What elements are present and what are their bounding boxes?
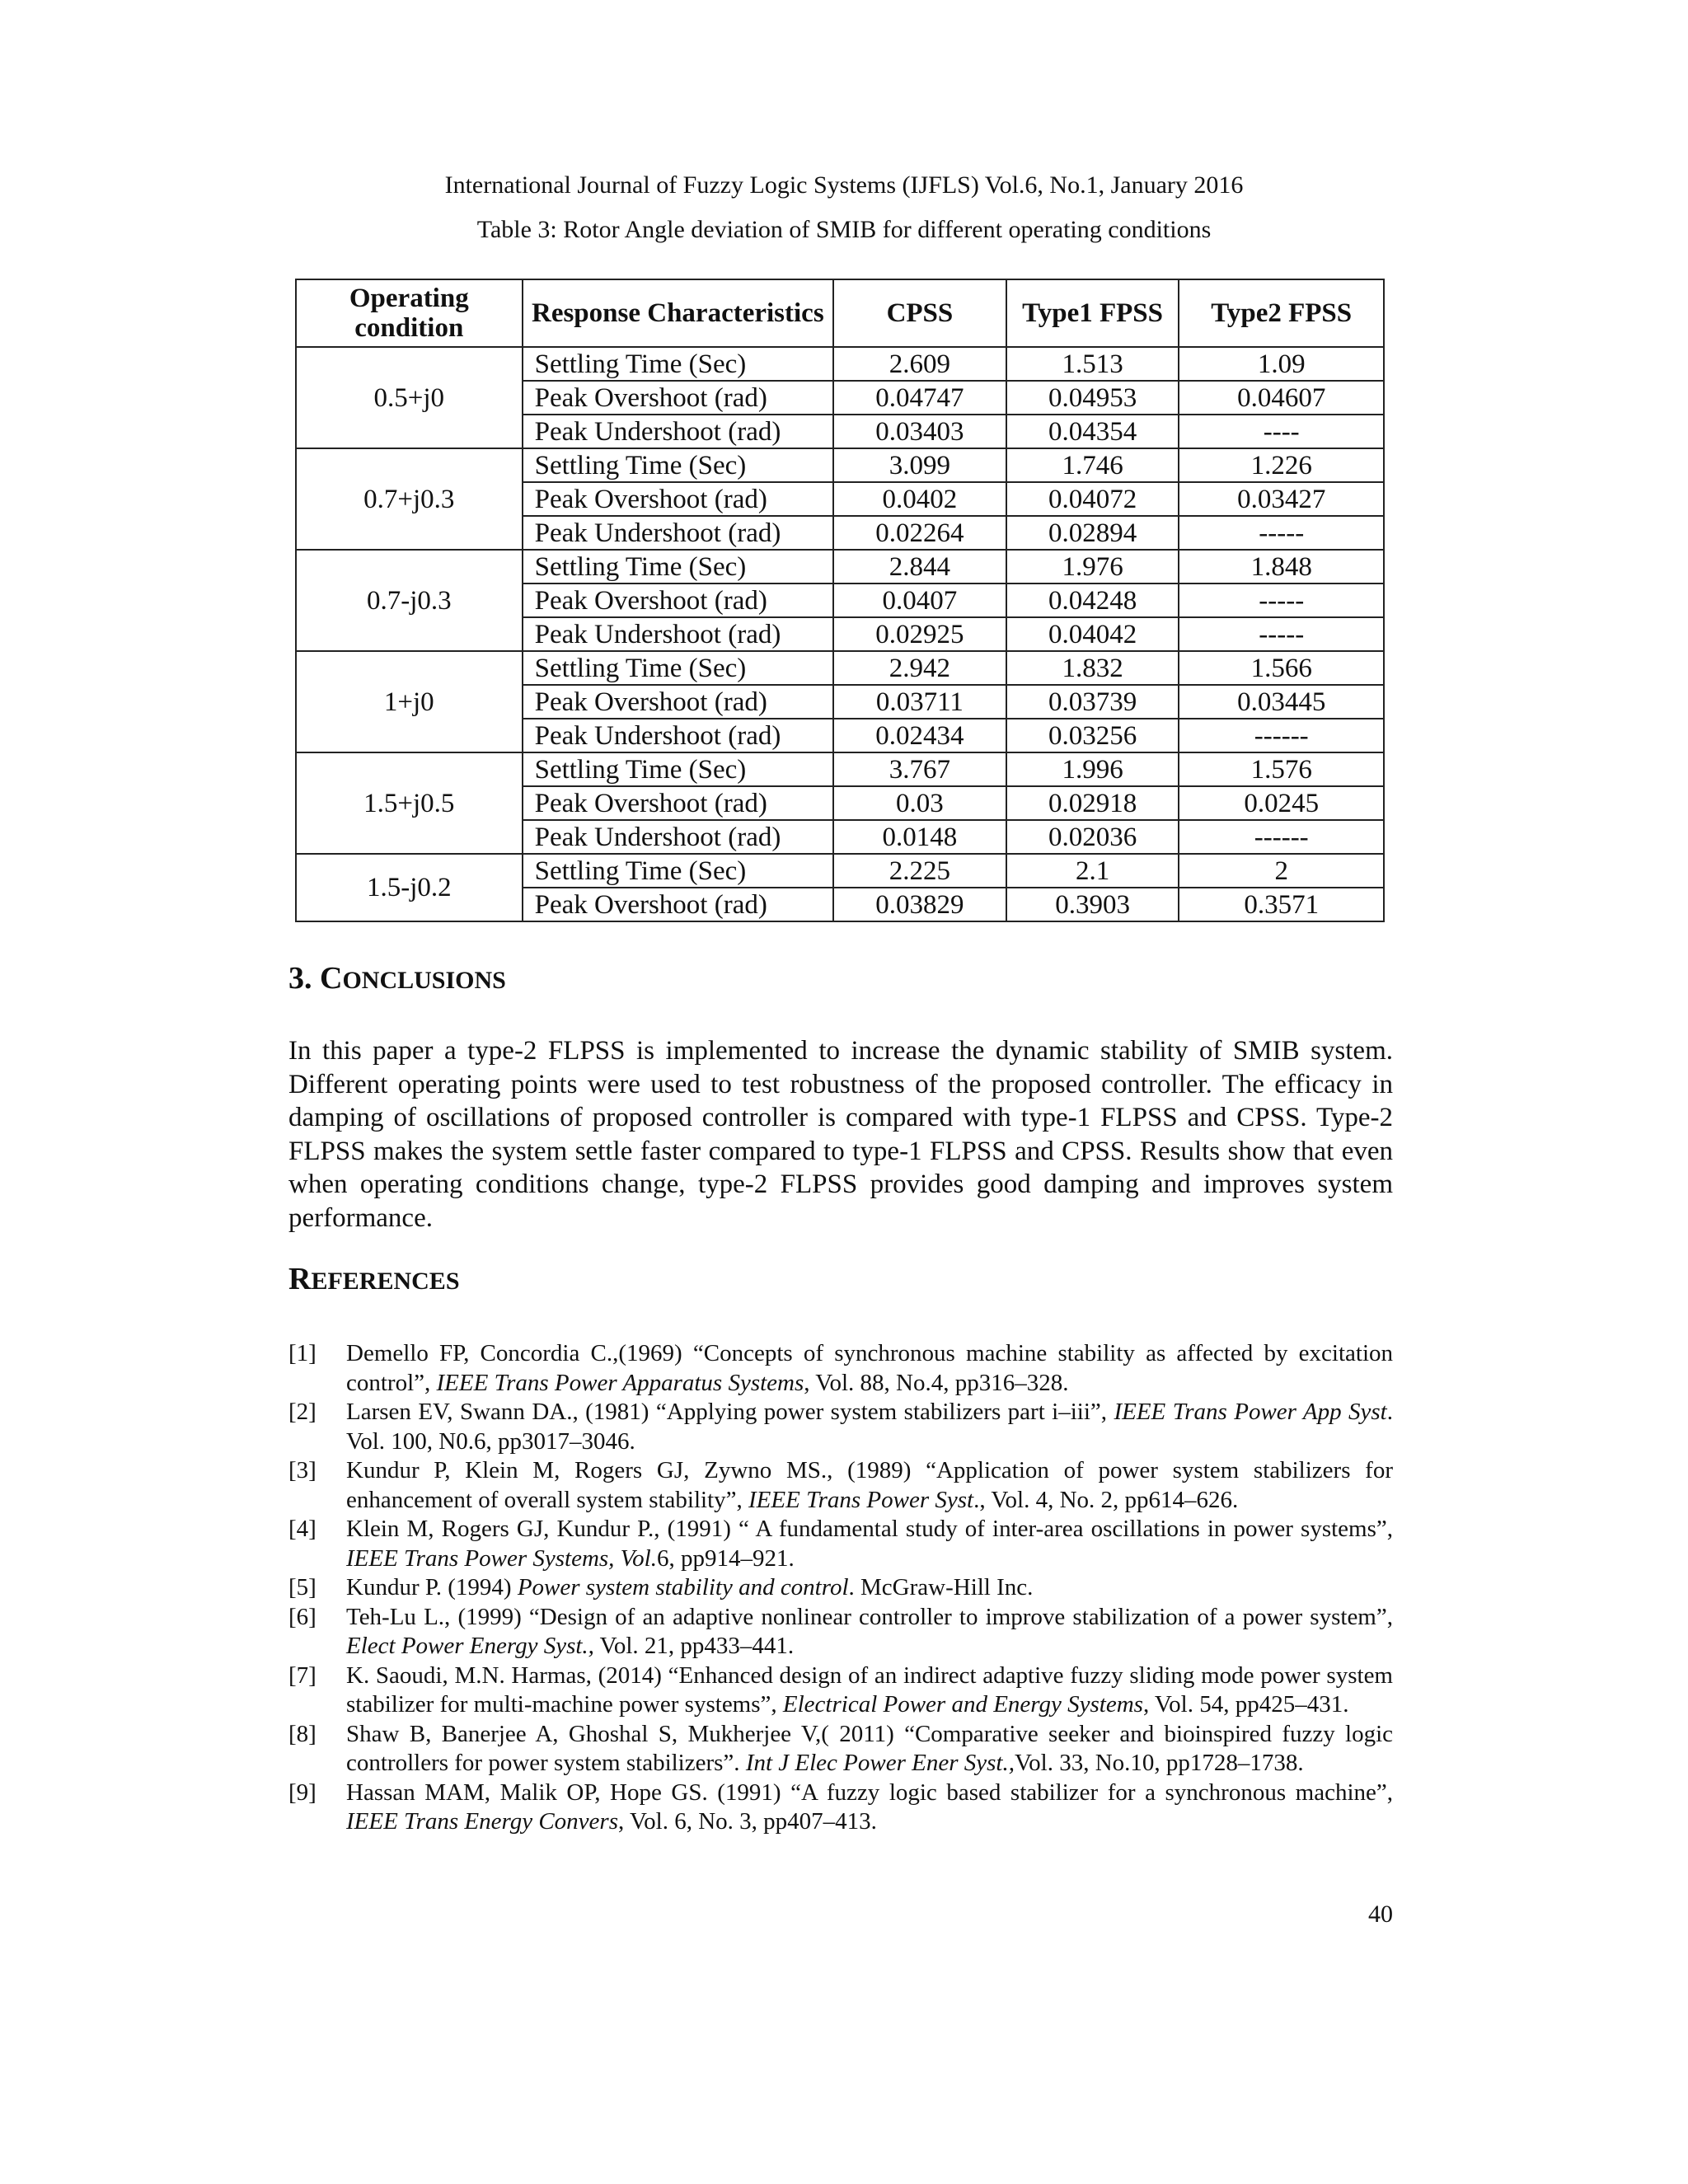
reference-item <box>288 1779 1393 1837</box>
header-cpss: CPSS <box>833 279 1006 347</box>
type1-cell: 0.04042 <box>1006 617 1179 651</box>
reference-text: Shaw B, Banerjee A, Ghoshal S, Mukherjee V,( 2011) “Comparative seeker and bioinspired fuzzy logic controllers for power system stabilizers”. <box>346 1720 1393 1776</box>
response-cell: Settling Time (Sec) <box>523 448 833 482</box>
operating-condition-cell: 1.5+j0.5 <box>296 752 523 854</box>
type2-cell: ------ <box>1179 820 1384 854</box>
type1-cell: 0.03256 <box>1006 719 1179 752</box>
cpss-cell: 0.02264 <box>833 516 1006 550</box>
cpss-cell: 0.0402 <box>833 482 1006 516</box>
reference-number: [7] <box>288 1661 316 1689</box>
type1-cell: 1.976 <box>1006 550 1179 583</box>
response-cell: Peak Overshoot (rad) <box>523 381 833 415</box>
reference-number: [4] <box>288 1516 316 1542</box>
reference-text: Teh-Lu L., (1999) “Design of an adaptive nonlinear controller to improve stabilization of a power system”, <box>346 1603 1393 1630</box>
type2-cell: ----- <box>1179 516 1384 550</box>
reference-details: , Vol. 54, pp425–431. <box>1142 1691 1349 1718</box>
conclusions-heading <box>288 960 506 996</box>
reference-details: , Vol. 88, No.4, pp316–328. <box>804 1369 1069 1396</box>
reference-details: . McGraw-Hill Inc. <box>848 1574 1034 1601</box>
reference-text: Hassan MAM, Malik OP, Hope GS. (1991) “A fuzzy logic based stabilizer for a synchronous machine”, <box>346 1779 1393 1806</box>
type2-cell: 1.848 <box>1179 550 1384 583</box>
header-response-characteristics: Response Characteristics <box>523 279 833 347</box>
conclusions-title-rest: ONCLUSIONS <box>342 967 506 994</box>
response-cell: Settling Time (Sec) <box>523 651 833 685</box>
response-cell: Peak Overshoot (rad) <box>523 786 833 820</box>
reference-journal: IEEE Trans Power Systems, Vol. <box>346 1544 657 1572</box>
response-cell: Peak Undershoot (rad) <box>523 415 833 448</box>
reference-journal: IEEE Trans Power Apparatus Systems <box>436 1369 804 1396</box>
reference-journal: IEEE Trans Power App Syst <box>1114 1399 1387 1425</box>
reference-text: Kundur P. (1994) <box>346 1574 518 1601</box>
cpss-cell: 2.609 <box>833 347 1006 381</box>
reference-number: [9] <box>288 1779 316 1806</box>
reference-item <box>288 1515 1393 1573</box>
header-operating-condition: Operating condition <box>296 279 523 347</box>
cpss-cell: 0.02925 <box>833 617 1006 651</box>
reference-details: Vol. 33, No.10, pp1728–1738. <box>1014 1750 1304 1776</box>
table-row <box>296 752 1384 786</box>
type2-cell: 0.03445 <box>1179 685 1384 719</box>
table-row <box>296 550 1384 583</box>
type1-cell: 0.02036 <box>1006 820 1179 854</box>
response-cell: Settling Time (Sec) <box>523 347 833 381</box>
reference-details: , Vol. 6, No. 3, pp407–413. <box>617 1808 877 1835</box>
reference-number: [3] <box>288 1457 316 1483</box>
reference-item <box>288 1339 1393 1398</box>
reference-number: [1] <box>288 1340 316 1366</box>
reference-item <box>288 1603 1393 1661</box>
cpss-cell: 2.844 <box>833 550 1006 583</box>
cpss-cell: 0.03829 <box>833 888 1006 921</box>
type1-cell: 0.04248 <box>1006 583 1179 617</box>
reference-number: [2] <box>288 1399 316 1425</box>
reference-details: . Vol. 100, N0.6, pp3017–3046. <box>346 1399 1393 1455</box>
table-row <box>296 347 1384 381</box>
response-cell: Peak Undershoot (rad) <box>523 617 833 651</box>
type1-cell: 1.832 <box>1006 651 1179 685</box>
references-heading <box>288 1261 460 1297</box>
reference-number: [6] <box>288 1603 316 1630</box>
type2-cell: 0.03427 <box>1179 482 1384 516</box>
operating-condition-cell: 0.7-j0.3 <box>296 550 523 651</box>
reference-item <box>288 1398 1393 1456</box>
conclusions-number: 3. <box>288 961 320 996</box>
type2-cell: 1.576 <box>1179 752 1384 786</box>
type1-cell: 0.04072 <box>1006 482 1179 516</box>
conclusions-paragraph: In this paper a type-2 FLPSS is implemented to increase the dynamic stability of SMIB system. Different operating points were used to test robustness of the proposed controller. The efficacy in damping of oscillations of proposed controller is compared with type-1 FLPSS and CPSS. Type-2 FLPSS makes the system settle faster compared to type-1 FLPSS and CPSS. Results show that even when operating conditions change, type-2 FLPSS provides good damping and improves system performance. <box>288 1036 1393 1233</box>
type2-cell: 0.0245 <box>1179 786 1384 820</box>
reference-item <box>288 1456 1393 1515</box>
operating-condition-cell: 1.5-j0.2 <box>296 854 523 921</box>
reference-details: ., Vol. 4, No. 2, pp614–626. <box>973 1486 1239 1513</box>
table-row <box>296 448 1384 482</box>
response-cell: Settling Time (Sec) <box>523 752 833 786</box>
response-cell: Peak Overshoot (rad) <box>523 685 833 719</box>
reference-journal: Power system stability and control <box>517 1574 849 1601</box>
type1-cell: 1.996 <box>1006 752 1179 786</box>
type1-cell: 0.3903 <box>1006 888 1179 921</box>
reference-journal: Electrical Power and Energy Systems <box>782 1691 1143 1718</box>
reference-text: Kundur P, Klein M, Rogers GJ, Zywno MS., (1989) “Application of power system stabilizers for enhancement of overall system stability”, <box>346 1457 1393 1513</box>
type2-cell: ----- <box>1179 617 1384 651</box>
response-cell: Peak Undershoot (rad) <box>523 516 833 550</box>
response-cell: Peak Overshoot (rad) <box>523 888 833 921</box>
cpss-cell: 0.02434 <box>833 719 1006 752</box>
type1-cell: 1.513 <box>1006 347 1179 381</box>
type1-cell: 0.04354 <box>1006 415 1179 448</box>
type2-cell: ----- <box>1179 583 1384 617</box>
operating-condition-cell: 0.7+j0.3 <box>296 448 523 550</box>
cpss-cell: 0.0148 <box>833 820 1006 854</box>
reference-details: Vol. 21, pp433–441. <box>593 1633 795 1659</box>
type2-cell: 1.226 <box>1179 448 1384 482</box>
type1-cell: 2.1 <box>1006 854 1179 888</box>
cpss-cell: 0.04747 <box>833 381 1006 415</box>
header-type2-fpss: Type2 FPSS <box>1179 279 1384 347</box>
type2-cell: 0.3571 <box>1179 888 1384 921</box>
response-cell: Settling Time (Sec) <box>523 550 833 583</box>
type2-cell: 0.04607 <box>1179 381 1384 415</box>
references-list <box>288 1339 1393 1837</box>
references-title-rest: EFERENCES <box>311 1268 460 1295</box>
table-row <box>296 854 1384 888</box>
cpss-cell: 0.03711 <box>833 685 1006 719</box>
header-type1-fpss: Type1 FPSS <box>1006 279 1179 347</box>
type1-cell: 1.746 <box>1006 448 1179 482</box>
cpss-cell: 3.099 <box>833 448 1006 482</box>
reference-item <box>288 1661 1393 1720</box>
conclusions-initial: C <box>320 961 343 996</box>
reference-text: Demello FP, Concordia C.,(1969) “Concepts of synchronous machine stability as affected by excitation control”, <box>346 1340 1393 1396</box>
cpss-cell: 2.942 <box>833 651 1006 685</box>
cpss-cell: 0.0407 <box>833 583 1006 617</box>
table-body <box>296 347 1384 921</box>
cpss-cell: 3.767 <box>833 752 1006 786</box>
results-table <box>295 279 1385 922</box>
type2-cell: ---- <box>1179 415 1384 448</box>
cpss-cell: 0.03 <box>833 786 1006 820</box>
type1-cell: 0.02918 <box>1006 786 1179 820</box>
type2-cell: 2 <box>1179 854 1384 888</box>
reference-item <box>288 1573 1393 1603</box>
page-number: 40 <box>1368 1900 1393 1928</box>
table-header-row <box>296 279 1384 347</box>
response-cell: Peak Undershoot (rad) <box>523 820 833 854</box>
reference-number: [5] <box>288 1574 316 1601</box>
reference-number: [8] <box>288 1720 316 1747</box>
reference-journal: IEEE Trans Energy Convers <box>346 1808 618 1835</box>
type1-cell: 0.04953 <box>1006 381 1179 415</box>
operating-condition-cell: 0.5+j0 <box>296 347 523 448</box>
table-caption: Table 3: Rotor Angle deviation of SMIB for different operating conditions <box>476 216 1212 243</box>
type2-cell: 1.09 <box>1179 347 1384 381</box>
operating-condition-cell: 1+j0 <box>296 651 523 752</box>
type1-cell: 0.02894 <box>1006 516 1179 550</box>
reference-text: Larsen EV, Swann DA., (1981) “Applying power system stabilizers part i–iii”, <box>346 1399 1114 1425</box>
reference-details: 6, pp914–921. <box>657 1544 795 1572</box>
reference-text: K. Saoudi, M.N. Harmas, (2014) “Enhanced design of an indirect adaptive fuzzy sliding mode power system stabilizer for multi-machine power systems”, <box>346 1661 1393 1718</box>
running-header: International Journal of Fuzzy Logic Systems (IJFLS) Vol.6, No.1, January 2016 <box>444 171 1244 199</box>
response-cell: Settling Time (Sec) <box>523 854 833 888</box>
response-cell: Peak Overshoot (rad) <box>523 482 833 516</box>
reference-item <box>288 1720 1393 1779</box>
reference-journal: Elect Power Energy Syst., <box>346 1633 594 1659</box>
cpss-cell: 2.225 <box>833 854 1006 888</box>
type1-cell: 0.03739 <box>1006 685 1179 719</box>
type2-cell: 1.566 <box>1179 651 1384 685</box>
references-initial: R <box>288 1262 312 1296</box>
type2-cell: ------ <box>1179 719 1384 752</box>
response-cell: Peak Overshoot (rad) <box>523 583 833 617</box>
reference-journal: IEEE Trans Power Syst <box>748 1486 974 1513</box>
reference-journal: Int J Elec Power Ener Syst., <box>745 1750 1015 1776</box>
response-cell: Peak Undershoot (rad) <box>523 719 833 752</box>
cpss-cell: 0.03403 <box>833 415 1006 448</box>
table-row <box>296 651 1384 685</box>
reference-text: Klein M, Rogers GJ, Kundur P., (1991) “ A fundamental study of inter-area oscillations in power systems”, <box>346 1516 1393 1542</box>
